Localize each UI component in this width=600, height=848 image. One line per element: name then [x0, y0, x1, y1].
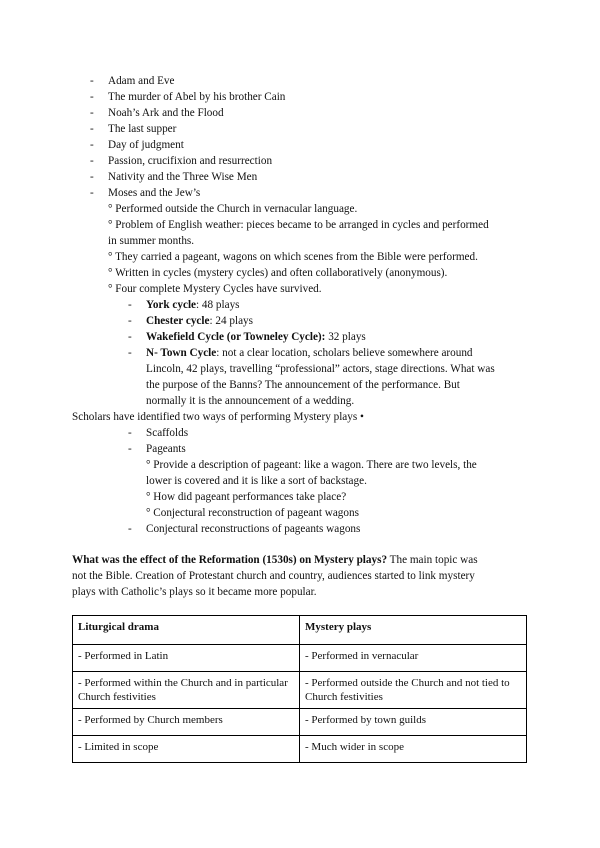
list-dash: -: [128, 315, 132, 327]
reformation-line: not the Bible. Creation of Protestant church and country, audiences started to link mystery: [72, 570, 475, 582]
cycle-york: [146, 297, 240, 313]
list-dash: -: [90, 107, 94, 119]
list-dash: -: [128, 331, 132, 343]
table-cell: - Performed by Church members: [73, 709, 300, 736]
reformation-line: [72, 552, 478, 568]
reformation-line: plays with Catholic’s plays so it became more popular.: [72, 586, 317, 598]
pageant-note: ° Provide a description of pageant: like a wagon. There are two levels, the: [146, 459, 477, 471]
list-item: The murder of Abel by his brother Cain: [108, 91, 286, 103]
table-header-row: [73, 616, 527, 645]
table-row: [73, 709, 527, 736]
cycle-name: N- Town Cycle: [146, 347, 217, 359]
list-dash: -: [128, 427, 132, 439]
table-row: [73, 645, 527, 672]
list-dash: -: [128, 523, 132, 535]
table-cell: - Performed in vernacular: [300, 645, 527, 672]
list-dash: -: [90, 123, 94, 135]
list-dash: -: [90, 187, 94, 199]
cycle-ntown: [146, 345, 473, 361]
table-row: [73, 736, 527, 763]
pageant-note: lower is covered and it is like a sort of backstage.: [146, 475, 367, 487]
list-dash: -: [90, 75, 94, 87]
fact-line: ° Written in cycles (mystery cycles) and often collaboratively (anonymous).: [108, 267, 448, 279]
cycle-detail: 32 plays: [325, 331, 366, 343]
cycle-ntown-line: Lincoln, 42 plays, travelling “professional” actors, stage directions. What was: [146, 363, 495, 375]
list-item: Day of judgment: [108, 139, 184, 151]
cycle-detail: : 24 plays: [209, 315, 253, 327]
table-cell: - Performed in Latin: [73, 645, 300, 672]
comparison-table: [72, 615, 527, 763]
cycle-detail: : 48 plays: [196, 299, 240, 311]
table-cell: - Performed outside the Church and not tied to Church festivities: [300, 672, 527, 709]
fact-line: ° Problem of English weather: pieces became to be arranged in cycles and performed: [108, 219, 489, 231]
fact-line: ° They carried a pageant, wagons on which scenes from the Bible were performed.: [108, 251, 478, 263]
way-pageants: Pageants: [146, 443, 186, 455]
table-header: Liturgical drama: [73, 616, 300, 645]
cycle-wakefield: [146, 329, 366, 345]
way-reconstructions: Conjectural reconstructions of pageants wagons: [146, 523, 361, 535]
fact-line: ° Performed outside the Church in vernacular language.: [108, 203, 358, 215]
table-cell: - Performed by town guilds: [300, 709, 527, 736]
list-item: Passion, crucifixion and resurrection: [108, 155, 273, 167]
list-dash: -: [128, 443, 132, 455]
cycle-name: Chester cycle: [146, 315, 210, 327]
table-header: Mystery plays: [300, 616, 527, 645]
list-dash: -: [128, 299, 132, 311]
cycle-chester: [146, 313, 253, 329]
cycle-detail: : not a clear location, scholars believe somewhere around: [216, 347, 473, 359]
list-dash: -: [128, 347, 132, 359]
list-dash: -: [90, 91, 94, 103]
reformation-question: What was the effect of the Reformation (1530s) on Mystery plays?: [72, 554, 388, 566]
list-item: Moses and the Jew’s: [108, 187, 201, 199]
cycle-ntown-line: normally it is the announcement of a wedding.: [146, 395, 355, 407]
list-item: The last supper: [108, 123, 177, 135]
reformation-text: The main topic was: [387, 554, 478, 566]
list-item: Noah’s Ark and the Flood: [108, 107, 224, 119]
scholars-line: Scholars have identified two ways of performing Mystery plays •: [72, 411, 364, 423]
table-row: [73, 672, 527, 709]
list-dash: -: [90, 155, 94, 167]
cycle-name: York cycle: [146, 299, 197, 311]
cycle-ntown-line: the purpose of the Banns? The announcement of the performance. But: [146, 379, 460, 391]
table-cell: - Much wider in scope: [300, 736, 527, 763]
way-scaffolds: Scaffolds: [146, 427, 189, 439]
table-cell: - Limited in scope: [73, 736, 300, 763]
fact-line: in summer months.: [108, 235, 195, 247]
list-item: Adam and Eve: [108, 75, 175, 87]
fact-line: ° Four complete Mystery Cycles have survived.: [108, 283, 322, 295]
list-item: Nativity and the Three Wise Men: [108, 171, 258, 183]
pageant-note: ° How did pageant performances take place?: [146, 491, 347, 503]
pageant-note: ° Conjectural reconstruction of pageant wagons: [146, 507, 359, 519]
table-cell: - Performed within the Church and in particular Church festivities: [73, 672, 300, 709]
list-dash: -: [90, 139, 94, 151]
list-dash: -: [90, 171, 94, 183]
cycle-name: Wakefield Cycle (or Towneley Cycle):: [146, 331, 326, 343]
